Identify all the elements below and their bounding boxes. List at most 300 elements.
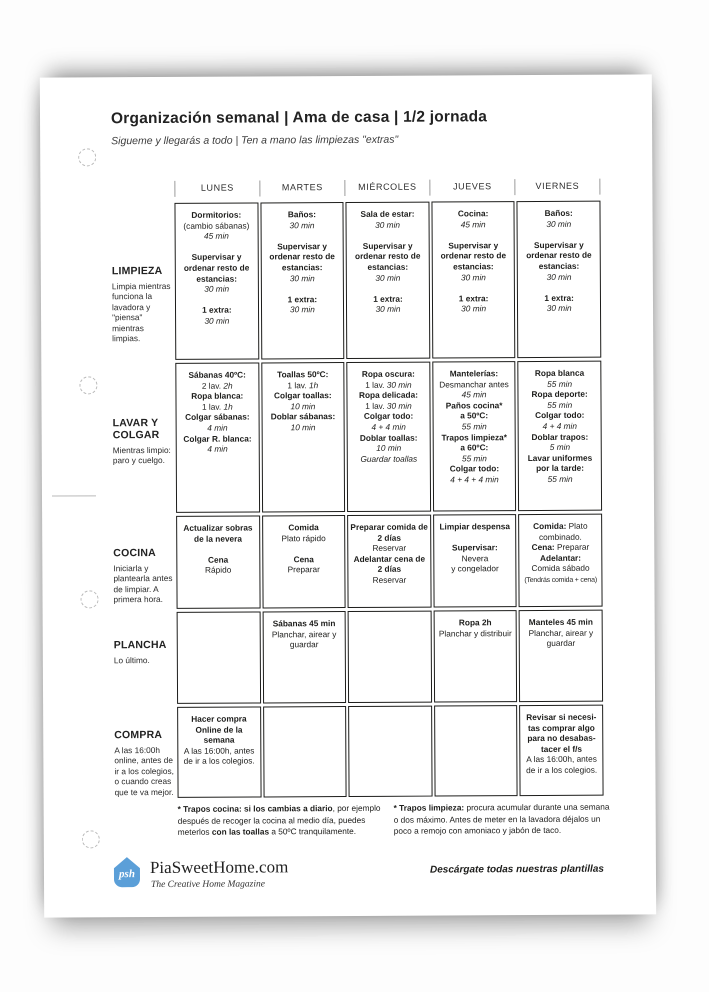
cell-line	[349, 230, 427, 241]
brand-name: PiaSweetHome.com	[149, 857, 289, 878]
text-segment: 45 min	[203, 230, 229, 241]
text-segment: 30 min	[386, 400, 412, 411]
footnote-trapos-cocina	[178, 803, 396, 839]
text-segment: Reservar	[372, 574, 407, 585]
table-cell-r3-c2	[262, 515, 346, 608]
table-cell-r2-c3	[346, 362, 430, 512]
text-segment: 4 min	[207, 422, 228, 433]
text-segment: Rápido	[205, 565, 232, 576]
text-segment: 30 min	[546, 271, 572, 282]
schedule-grid	[174, 201, 603, 798]
text-segment: Supervisar y ordenar resto de estancias:	[183, 251, 250, 284]
section-description: A las 16:00h online, antes de ir a los colegios, o cuando creas que te va mejor.	[114, 745, 174, 797]
text-segment: Planchar, airear y guardar	[528, 627, 594, 649]
text-segment: 1 lav.	[365, 379, 387, 390]
text-segment: 10 min	[290, 422, 316, 433]
cell-line	[436, 617, 514, 628]
section-title: LAVAR Y COLGAR	[112, 416, 160, 442]
text-segment: Cocina:	[457, 208, 489, 219]
text-segment: Comida:	[533, 520, 567, 532]
cell-line	[521, 378, 599, 389]
cell-line	[520, 240, 598, 272]
cell-line	[523, 722, 601, 733]
text-segment: Sábanas 45 min	[272, 618, 336, 629]
footnote-segment: * Trapos limpieza:	[393, 802, 465, 813]
text-segment: Colgar sábanas:	[185, 411, 250, 423]
text-segment: Colgar R. blanca:	[183, 433, 252, 444]
cell-line	[435, 304, 513, 315]
text-segment: Ropa blanca	[534, 367, 585, 379]
text-segment: (cambio sábanas)	[183, 220, 250, 231]
text-segment: 1 lav.	[287, 379, 309, 390]
cell-line	[436, 542, 514, 553]
cell-line	[349, 293, 427, 304]
table-cell-r5-c4	[434, 705, 518, 796]
section-title: COMPRA	[114, 728, 163, 742]
text-segment: 4 min	[207, 443, 228, 455]
text-segment: Comida	[288, 522, 319, 533]
cell-line	[522, 617, 600, 628]
text-segment: Trapos limpieza*	[441, 431, 508, 443]
cell-line	[436, 564, 514, 575]
paper	[40, 74, 656, 917]
text-segment: 10 min	[290, 400, 316, 412]
cell-line	[177, 209, 255, 220]
text-segment: Preparar	[287, 564, 320, 575]
text-segment: Baños:	[544, 207, 573, 218]
cell-line	[435, 379, 513, 390]
cell-line	[265, 618, 343, 629]
table-cell-r4-c2	[262, 611, 346, 703]
section-title: LIMPIEZA	[111, 264, 163, 278]
text-segment: Supervisar y ordenar resto de estancias:	[354, 240, 421, 272]
text-segment: Dormitorios:	[191, 209, 242, 220]
text-segment: Ropa blanca:	[191, 390, 244, 402]
cell-line	[263, 283, 341, 294]
margin-tick	[52, 495, 96, 496]
cell-line	[436, 453, 514, 464]
table-cell-r2-c5	[518, 361, 602, 511]
text-segment: Mantelerías:	[449, 368, 499, 379]
text-segment: 45 min	[461, 389, 487, 400]
cell-line	[436, 474, 514, 485]
cell-line	[435, 389, 513, 400]
text-segment: Supervisar y ordenar resto de estancias:	[269, 240, 335, 273]
text-segment: 5 min	[549, 442, 571, 453]
page-subtitle: Sigueme y llegarás a todo | Ten a mano las limpiezas "extras"	[111, 133, 399, 148]
table-cell-r2-c2	[261, 362, 345, 512]
table-cell-r3-c4	[433, 514, 517, 607]
cell-line	[179, 544, 257, 555]
punch-hole-icon	[80, 590, 98, 608]
text-segment: a 60ºC:	[460, 442, 489, 453]
table-cell-r2-c1	[175, 362, 259, 512]
cell-line	[436, 628, 514, 639]
table-cell-r1-c4	[431, 201, 515, 358]
text-segment: para no desabas-	[527, 732, 596, 744]
footnote-segment: a 50ºC tranquilamente.	[269, 826, 357, 837]
text-segment: tas comprar algo	[527, 722, 595, 733]
text-segment: Planchar y distribuir	[438, 627, 512, 639]
text-segment: 1 lav.	[365, 400, 387, 411]
cell-line	[434, 208, 512, 219]
punch-hole-icon	[82, 830, 100, 848]
cell-line	[179, 554, 257, 565]
cell-line	[350, 411, 428, 422]
text-segment: a 50ºC:	[460, 410, 489, 421]
cell-line	[179, 412, 257, 423]
table-cell-r1-c3	[346, 202, 430, 359]
row-label-1	[112, 265, 172, 344]
text-segment: Comida sábado	[531, 563, 590, 574]
cell-line	[350, 543, 428, 554]
cell-line	[435, 368, 513, 379]
row-label-2	[113, 417, 173, 466]
cell-line	[179, 444, 257, 455]
cell-line	[350, 400, 428, 411]
footnote-segment: , por ejemplo después de recoger la cocina al medio día, puedes meterlos	[177, 802, 381, 838]
cell-line	[350, 422, 428, 433]
cell-line	[435, 282, 513, 293]
table-cell-r3-c3	[347, 515, 431, 608]
cell-line	[523, 733, 601, 744]
cell-line	[523, 754, 601, 765]
table-cell-r4-c1	[177, 611, 261, 703]
table-cell-r3-c1	[176, 515, 260, 608]
footnote-segment: procura acumular durante una semana o dos máximo. Antes de meter en la lavadora déjalos un poco a remojo con amoniaco y jabón de taco.	[393, 801, 610, 836]
text-segment: Ropa deporte:	[531, 388, 588, 400]
section-title: PLANCHA	[113, 638, 167, 652]
cell-line	[436, 442, 514, 453]
cell-line	[521, 474, 599, 485]
text-segment: Desmanchar antes	[439, 378, 509, 390]
cell-line	[265, 629, 343, 651]
text-segment: 30 min	[461, 303, 487, 314]
cell-line	[521, 400, 599, 411]
text-segment: Paños cocina*	[445, 400, 503, 411]
footnote-segment: * Trapos cocina: si los cambias a diario	[177, 803, 333, 814]
text-segment: 1h	[308, 379, 319, 390]
cell-line	[179, 433, 257, 444]
text-segment: 55 min	[547, 378, 573, 389]
cell-line	[520, 303, 598, 314]
cell-line	[350, 379, 428, 390]
day-header-4: JUEVES	[429, 179, 514, 195]
text-segment: 2 lav.	[201, 380, 224, 391]
cell-line	[180, 745, 258, 767]
text-segment: Sala de estar:	[360, 208, 415, 219]
cell-line	[435, 400, 513, 411]
text-segment: combinado.	[538, 531, 582, 542]
cell-line	[264, 380, 342, 391]
text-segment: y congelador	[451, 563, 499, 574]
cell-line	[350, 522, 428, 544]
text-segment: Hacer compra Online de la semana	[191, 713, 247, 745]
cell-line	[264, 294, 342, 305]
text-segment: 30 min	[204, 283, 230, 295]
punch-hole-icon	[78, 148, 96, 166]
section-description: Iniciarla y plantearla antes de limpiar. A primera hora.	[113, 563, 173, 605]
cell-line	[178, 316, 256, 327]
cell-line	[350, 390, 428, 401]
cell-line	[434, 219, 512, 230]
text-segment: Colgar todo:	[535, 410, 585, 421]
cell-line	[521, 431, 599, 442]
cell-line	[178, 284, 256, 295]
cell-line	[264, 411, 342, 422]
cell-line	[349, 272, 427, 283]
text-segment: 4 + 4 min	[542, 420, 578, 432]
cell-line	[350, 432, 428, 443]
section-description: Mientras limpio: paro y cuelgo.	[112, 445, 171, 466]
table-cell-r4-c3	[348, 611, 432, 703]
text-segment: Revisar si necesi-	[526, 711, 597, 723]
cell-line	[349, 283, 427, 294]
text-segment: Preparar comida de 2 días	[350, 521, 428, 543]
cell-line	[520, 218, 598, 229]
cell-line	[178, 231, 256, 242]
cell-line	[263, 273, 341, 284]
text-segment: 30 min	[375, 272, 401, 283]
cell-line	[435, 421, 513, 432]
cell-line	[520, 208, 598, 219]
text-segment: 1 extra:	[287, 294, 318, 305]
text-segment: 55 min	[547, 399, 573, 410]
text-segment: Plato rápido	[281, 532, 326, 543]
cell-line	[350, 443, 428, 454]
text-segment: 55 min	[461, 421, 487, 432]
cell-line	[265, 554, 343, 565]
table-cell-r5-c1	[177, 706, 261, 797]
text-segment: 1 extra:	[544, 292, 574, 303]
cell-line	[521, 442, 599, 453]
text-segment: de ir a los colegios.	[526, 764, 598, 776]
text-segment: Actualizar sobras de la nevera	[183, 522, 253, 544]
cell-line	[351, 575, 429, 586]
text-segment: Guardar toallas	[360, 453, 418, 464]
footnote-trapos-limpieza	[394, 802, 610, 838]
cell-line	[265, 533, 343, 544]
cell-line	[178, 241, 256, 252]
text-segment: Supervisar:	[452, 542, 498, 553]
text-segment: tacer el f/s	[540, 743, 583, 754]
cell-line	[521, 410, 599, 421]
cell-line	[264, 369, 342, 380]
text-segment: 1 extra:	[458, 293, 489, 304]
text-segment: Adelantar:	[539, 552, 582, 563]
text-segment: A las 16:00h, antes	[526, 754, 597, 765]
cell-line	[349, 219, 427, 230]
text-segment: Colgar todo:	[449, 463, 500, 474]
text-segment: 30 min	[289, 219, 315, 230]
text-segment: 45 min	[460, 218, 486, 230]
cell-line	[434, 229, 512, 240]
text-segment: Supervisar y ordenar resto de estancias:	[440, 240, 507, 272]
text-segment: Doblar sábanas:	[270, 411, 336, 422]
cell-line	[521, 453, 599, 475]
table-cell-r4-c5	[519, 610, 603, 702]
cell-line	[436, 521, 514, 532]
day-header-5: VIERNES	[514, 179, 600, 195]
cell-line	[178, 220, 256, 231]
section-title: COCINA	[113, 547, 156, 560]
text-segment: Supervisar y ordenar resto de estancias:	[526, 239, 592, 272]
text-segment: 4 + 4 + 4 min	[450, 474, 499, 485]
cell-line	[349, 304, 427, 315]
text-segment: 1h	[223, 401, 233, 412]
text-segment: Limpiar despensa	[439, 521, 511, 532]
table-cell-r4-c4	[433, 610, 517, 702]
table-cell-r1-c2	[260, 202, 344, 359]
brand-tagline: The Creative Home Magazine	[151, 879, 265, 891]
cell-line	[435, 411, 513, 422]
table-cell-r5-c3	[348, 706, 432, 797]
cell-line	[178, 369, 256, 380]
text-segment: Doblar toallas:	[359, 432, 418, 443]
text-segment: 30 min	[460, 271, 486, 283]
text-segment: Manteles 45 min	[528, 616, 593, 628]
cell-line	[263, 220, 341, 231]
cell-line	[522, 521, 600, 532]
cell-line	[178, 252, 256, 284]
table-cell-r3-c5	[518, 514, 602, 607]
cell-line	[522, 563, 600, 574]
text-segment: 4 + 4 min	[371, 421, 406, 432]
cell-line	[263, 230, 341, 241]
section-description: Limpia mientras funciona la lavadora y "piensa" mientras limpias.	[111, 280, 171, 344]
punch-hole-icon	[79, 376, 97, 394]
text-segment: Doblar trapos:	[531, 431, 589, 442]
text-segment: Ropa 2h	[458, 617, 492, 628]
text-segment: Colgar todo:	[363, 411, 414, 422]
text-segment: Cena:	[531, 542, 555, 553]
text-segment: Reservar	[372, 542, 407, 554]
cell-line	[436, 464, 514, 475]
day-header-3: MIÉRCOLES	[344, 180, 429, 196]
text-segment: 30 min	[204, 315, 230, 326]
text-segment: 2h	[223, 380, 233, 391]
text-segment: 30 min	[289, 272, 315, 283]
cell-line	[523, 744, 601, 755]
cell-line	[265, 522, 343, 533]
day-header-1: LUNES	[174, 180, 259, 196]
text-segment: Nevera	[461, 553, 489, 564]
text-segment: 55 min	[547, 473, 573, 485]
text-segment: 30 min	[386, 379, 412, 390]
cell-line	[436, 532, 514, 543]
cell-line	[520, 271, 598, 282]
cell-line	[349, 209, 427, 220]
cell-line	[522, 574, 600, 586]
text-segment: Preparar	[554, 541, 590, 553]
cell-line	[435, 432, 513, 443]
table-cell-r5-c2	[263, 706, 347, 797]
cell-line	[520, 282, 598, 293]
cell-line	[179, 401, 257, 412]
cell-line	[265, 564, 343, 575]
text-segment: 30 min	[375, 304, 401, 315]
text-segment: 30 min	[546, 218, 572, 229]
row-label-3	[113, 547, 173, 605]
cell-line	[350, 553, 428, 575]
text-segment: Cena	[293, 554, 314, 565]
cell-line	[178, 380, 256, 391]
cell-line	[178, 305, 256, 316]
footnote-segment: con las toallas	[211, 826, 270, 837]
cell-line	[264, 401, 342, 412]
cell-line	[434, 240, 512, 272]
cell-line	[436, 553, 514, 564]
logo-monogram: psh	[118, 868, 135, 881]
text-segment: Ropa delicada:	[358, 389, 418, 401]
cell-line	[179, 423, 257, 434]
table-cell-r1-c5	[517, 201, 601, 358]
page-title: Organización semanal | Ama de casa | 1/2 jornada	[110, 108, 488, 128]
cell-line	[435, 293, 513, 304]
section-description: Lo último.	[113, 655, 150, 666]
text-segment: Colgar toallas:	[274, 390, 332, 401]
cell-line	[265, 543, 343, 554]
cell-line	[178, 391, 256, 402]
text-segment: Sábanas 40ºC:	[188, 369, 246, 380]
text-segment: 10 min	[376, 442, 402, 454]
cell-line	[263, 241, 341, 273]
cell-line	[350, 453, 428, 464]
text-segment: 30 min	[289, 304, 315, 315]
footer-cta: Descárgate todas nuestras plantillas	[429, 863, 604, 876]
cell-line	[522, 553, 600, 564]
text-segment: Ropa oscura:	[361, 368, 415, 379]
text-segment: (Tendrás comida + cena)	[524, 576, 597, 585]
cell-line	[523, 765, 601, 776]
cell-line	[522, 542, 600, 553]
text-segment: 55 min	[461, 453, 487, 464]
cell-line	[520, 293, 598, 304]
table-cell-r1-c1	[174, 202, 258, 359]
text-segment: 30 min	[375, 219, 401, 230]
cell-line	[350, 369, 428, 380]
text-segment: 1 extra:	[202, 305, 232, 316]
cell-line	[522, 531, 600, 542]
cell-line	[522, 627, 600, 649]
day-header-2: MARTES	[259, 180, 344, 196]
cell-line	[349, 240, 427, 272]
row-label-4	[114, 639, 174, 666]
cell-line	[521, 421, 599, 432]
cell-line	[180, 713, 258, 745]
table-cell-r2-c4	[432, 361, 516, 511]
cell-line	[520, 229, 598, 240]
cell-line	[435, 272, 513, 283]
text-segment: Plato	[566, 520, 588, 531]
text-segment: A las 16:00h, antes de ir a los colegios.	[183, 745, 255, 767]
text-segment: Lavar uniformes por la tarde:	[527, 452, 593, 474]
table-cell-r5-c5	[519, 705, 603, 796]
text-segment: Cena	[207, 554, 229, 565]
cell-line	[523, 712, 601, 723]
text-segment: 1 extra:	[373, 293, 403, 304]
cell-line	[264, 305, 342, 316]
day-header-row	[174, 179, 600, 197]
text-segment: Baños:	[287, 209, 317, 220]
cell-line	[178, 294, 256, 305]
text-segment: Toallas 50ºC:	[277, 369, 329, 380]
brand-logo-icon	[110, 856, 144, 890]
cell-line	[179, 522, 257, 544]
cell-line	[521, 368, 599, 379]
cell-line	[521, 389, 599, 400]
text-segment: 30 min	[546, 303, 572, 314]
